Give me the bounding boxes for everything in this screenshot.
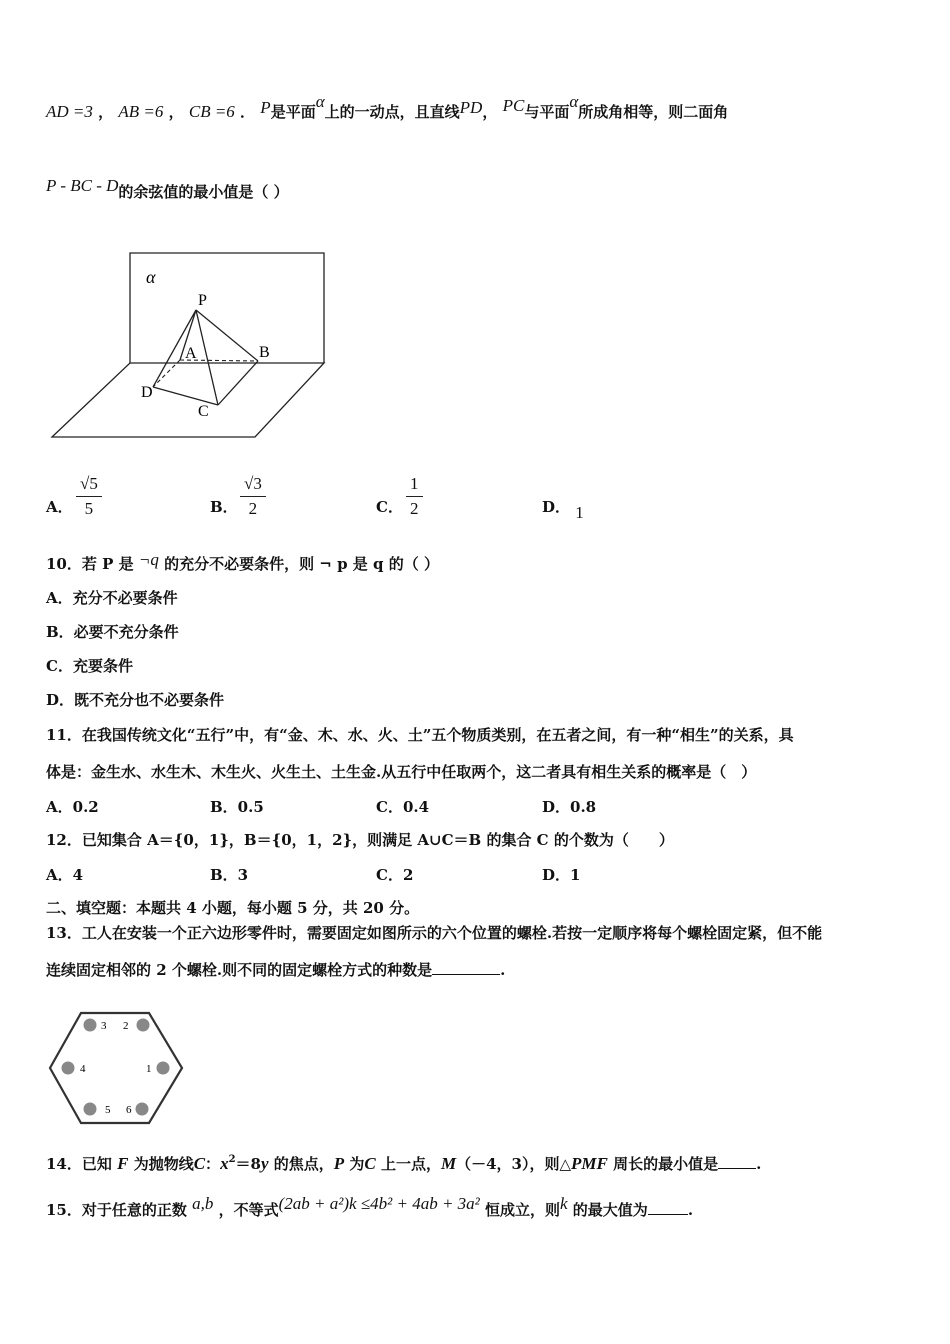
bolt-3 [84, 1019, 97, 1032]
q13-period: . [500, 961, 506, 979]
fraction-bar [406, 496, 423, 497]
q14-text: 为 [349, 1155, 365, 1173]
q10-option-b[interactable]: B．必要不充分条件 [46, 623, 179, 641]
denominator: 2 [410, 499, 419, 518]
plane-alpha [130, 253, 324, 363]
q12-option-b[interactable]: B．3 [210, 866, 249, 884]
q14-text: ＝8 [235, 1155, 261, 1173]
label-alpha: α [146, 267, 156, 287]
q9-text: 所成角相等，则二面角 [578, 103, 729, 121]
bolt-3-label: 3 [101, 1020, 107, 1032]
q9-figure [40, 245, 340, 445]
edge-pb [196, 310, 258, 361]
q14-answer-blank[interactable] [718, 1168, 756, 1169]
q9-option-a-fraction [76, 474, 102, 519]
q9-dihedral: P - BC - D [46, 176, 119, 195]
q10-option-d[interactable]: D．既不充分也不必要条件 [46, 691, 225, 709]
q14-m: M [441, 1154, 457, 1173]
q9-comma: ， [98, 103, 114, 121]
numerator: √3 [244, 474, 262, 493]
q14-exponent: 2 [228, 1154, 236, 1165]
bolt-4-label: 4 [80, 1063, 86, 1075]
edge-cb [218, 361, 258, 405]
q10-option-c[interactable]: C．充要条件 [46, 657, 133, 675]
option-label: C． [376, 498, 403, 516]
q9-alpha: α [569, 92, 579, 111]
q9-comma: ， [482, 103, 498, 121]
q9-ad: AD =3 [46, 102, 93, 121]
bolt-2 [137, 1019, 150, 1032]
q11-option-a[interactable]: A．0.2 [46, 798, 99, 816]
q9-line1 [46, 92, 729, 122]
label-a: A [185, 345, 197, 362]
q9-period: ． [240, 103, 256, 121]
q9-pc: PC [502, 96, 525, 115]
label-c: C [198, 403, 209, 420]
bolt-1 [157, 1062, 170, 1075]
label-d: D [141, 384, 153, 401]
q9-option-b-fraction [240, 474, 266, 519]
q14-p: P [333, 1154, 345, 1173]
q15-text: 恒成立，则 [485, 1201, 561, 1219]
q12-option-d[interactable]: D．1 [542, 866, 581, 884]
q14-c: C [364, 1154, 376, 1173]
denominator: 2 [248, 499, 258, 518]
bolt-6 [136, 1103, 149, 1116]
q9-comma: ， [168, 103, 184, 121]
q13-answer-blank[interactable] [432, 974, 500, 975]
bolt-5 [84, 1103, 97, 1116]
q14-text: 上一点， [380, 1155, 441, 1173]
q14-text: 周长的最小值是 [613, 1155, 719, 1173]
plane-base [52, 363, 324, 437]
q9-text: 与平面 [524, 103, 570, 121]
q9-p: P [260, 98, 271, 117]
q11-option-b[interactable]: B．0.5 [210, 798, 264, 816]
bolt-4 [62, 1062, 75, 1075]
q11-line1: 11．在我国传统文化“五行”中，有“金、木、水、火、土”五个物质类别，在五者之间，有一种“相生”的关系，具 [46, 726, 794, 744]
q9-pd: PD [459, 98, 483, 117]
numerator: 1 [410, 474, 419, 493]
q14-text: 14．已知 [46, 1155, 112, 1173]
q11-line2: 体是：金生水、水生木、木生火、火生土、土生金.从五行中任取两个，这二者具有相生关系的概率是（ ） [46, 763, 757, 781]
q15-ab: a,b [192, 1194, 214, 1213]
q15-text: 的最大值为 [572, 1201, 648, 1219]
label-p: P [198, 292, 207, 309]
q12-option-a[interactable]: A．4 [46, 866, 84, 884]
q14-period: . [756, 1155, 762, 1173]
bolt-2-label: 2 [123, 1020, 129, 1032]
edge-pc [196, 310, 218, 405]
option-label: A． [46, 498, 73, 516]
q15-answer-blank[interactable] [648, 1214, 688, 1215]
q14-text: 为抛物线 [133, 1155, 194, 1173]
q10-text: 的充分不必要条件，则 ¬ p 是 q 的（ ） [164, 555, 439, 573]
q10-text: 10．若 P 是 [46, 555, 134, 573]
q13-line1: 13．工人在安装一个正六边形零件时，需要固定如图所示的六个位置的螺栓.若按一定顺序将每个螺栓固定紧，但不能 [46, 924, 823, 942]
q9-text: 上的一动点，且直线 [324, 103, 460, 121]
q15-stem [46, 1194, 694, 1220]
q14-c: C [193, 1154, 206, 1173]
q15-period: . [687, 1201, 694, 1219]
q11-option-c[interactable]: C．0.4 [376, 798, 430, 816]
q11-option-d[interactable]: D．0.8 [542, 798, 597, 816]
q15-inequality: (2ab + a²)k ≤4b² + 4ab + 3a² [278, 1194, 480, 1213]
q9-alpha: α [315, 92, 325, 111]
bolt-1-label: 1 [146, 1063, 152, 1075]
option-label: D． [542, 498, 571, 516]
q15-text: ，不等式 [218, 1201, 279, 1219]
q13-hexagon-figure [48, 1008, 186, 1128]
fraction-bar [76, 496, 102, 497]
q9-option-a[interactable] [46, 496, 73, 517]
q9-option-d[interactable] [542, 496, 584, 522]
section-fill-blank-heading: 二、填空题：本题共 4 小题，每小题 5 分，共 20 分。 [46, 899, 420, 917]
bolt-6-label: 6 [126, 1104, 132, 1116]
q14-stem [46, 1154, 761, 1177]
q14-x: x [220, 1154, 229, 1173]
q9-text: 是平面 [270, 103, 316, 121]
q14-text: （－4，3），则△ [456, 1155, 572, 1173]
numerator: √5 [80, 474, 98, 493]
q10-option-a[interactable]: A．充分不必要条件 [46, 589, 178, 607]
q9-option-c[interactable] [376, 496, 403, 517]
q12-stem: 12．已知集合 A＝{0，1}，B＝{0，1，2}，则满足 A∪C＝B 的集合 C 的个数为（ ） [46, 831, 674, 849]
q9-cb: CB =6 [188, 102, 235, 121]
q15-k: k [560, 1194, 568, 1213]
q10-stem [46, 550, 439, 574]
q13-text: 连续固定相邻的 2 个螺栓.则不同的固定螺栓方式的种数是 [46, 961, 433, 979]
label-b: B [259, 344, 270, 361]
bolt-5-label: 5 [105, 1104, 111, 1116]
q14-pmf: PMF [571, 1154, 608, 1173]
q14-y: y [260, 1154, 269, 1173]
q9-ab: AB =6 [118, 102, 164, 121]
q9-line2 [46, 176, 289, 202]
q15-text: 15．对于任意的正数 [46, 1201, 187, 1219]
fraction-bar [240, 496, 266, 497]
q9-text: 的余弦值的最小值是（ ） [118, 183, 289, 201]
q10-not-q: ¬q [138, 550, 159, 569]
denominator: 5 [84, 499, 94, 518]
q14-text: 的焦点， [273, 1155, 334, 1173]
q9-option-b[interactable] [210, 496, 238, 517]
q13-line2 [46, 960, 505, 980]
option-value: 1 [575, 503, 584, 522]
q14-f: F [117, 1154, 129, 1173]
q14-text: ： [205, 1155, 221, 1173]
q9-option-c-fraction [406, 474, 423, 519]
option-label: B． [210, 498, 238, 516]
q12-option-c[interactable]: C．2 [376, 866, 414, 884]
